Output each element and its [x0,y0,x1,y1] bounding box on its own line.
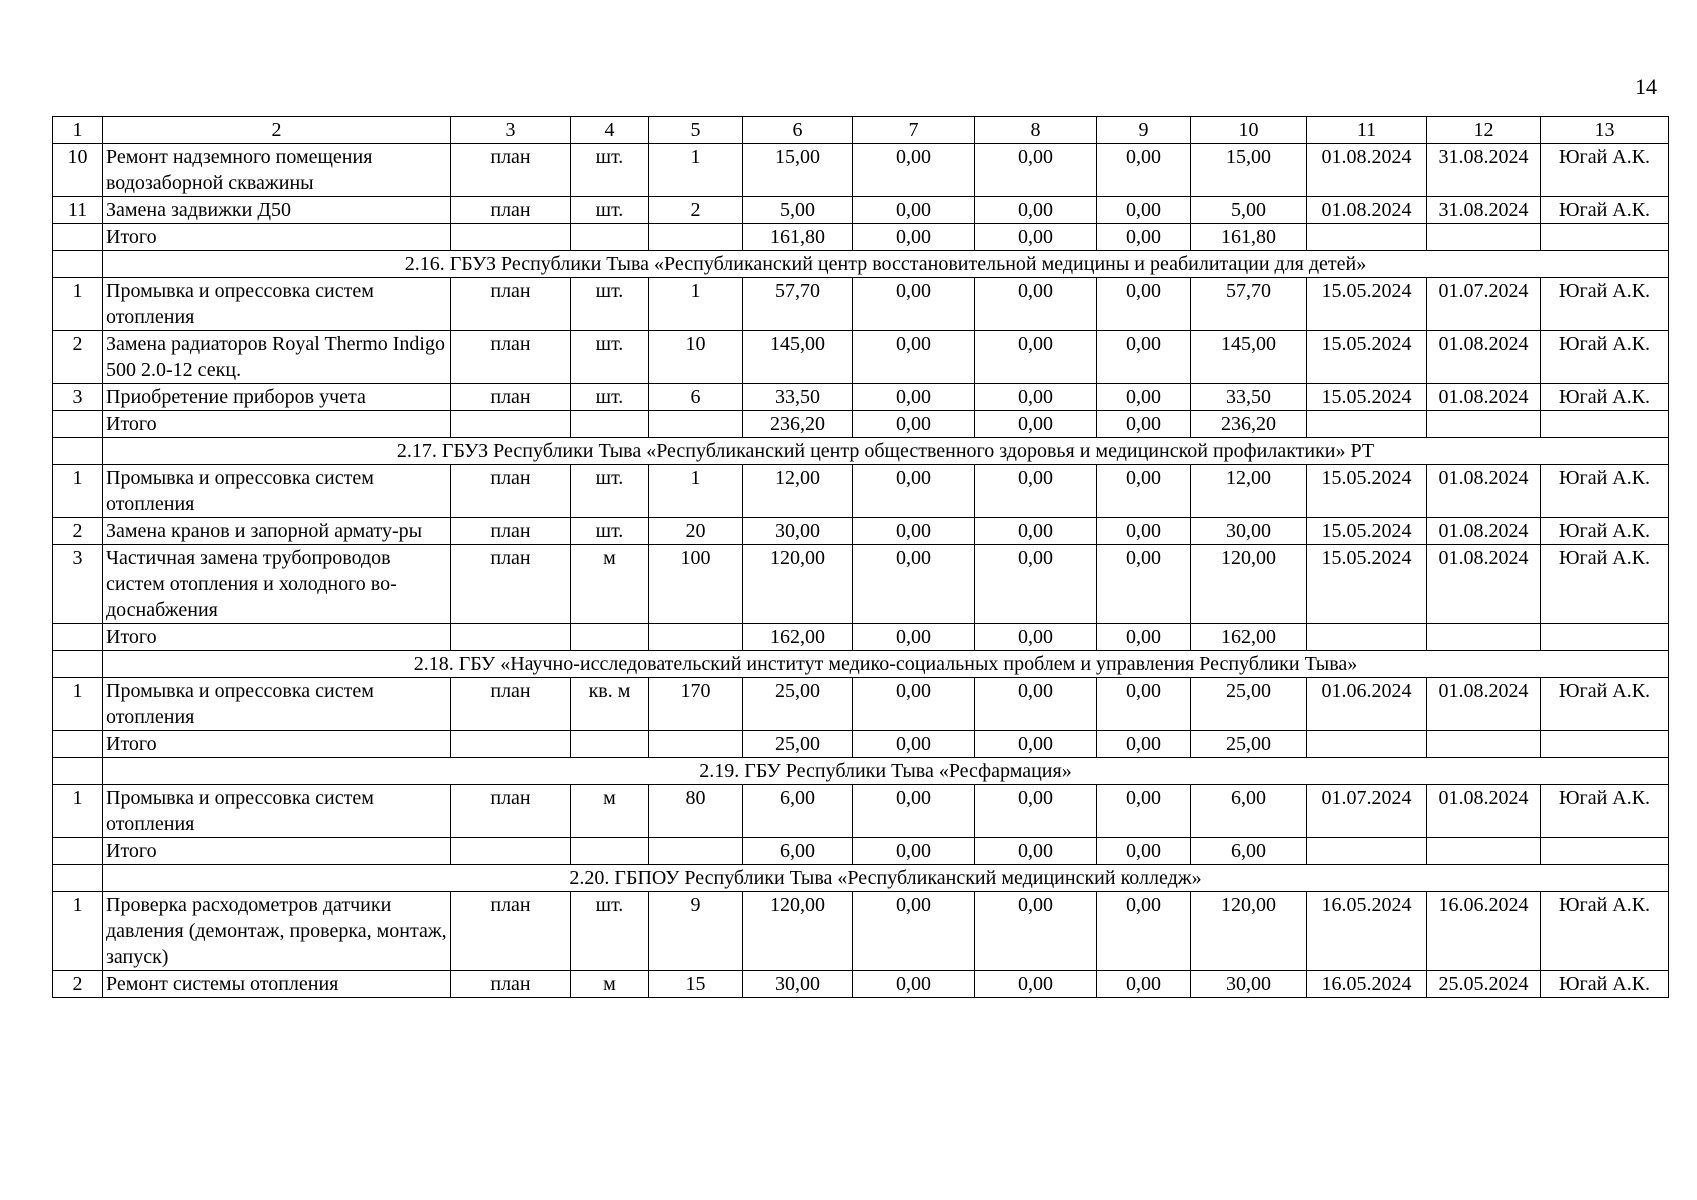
amount-total-cell: 5,00 [743,197,853,224]
unit-cell: шт. [571,331,649,384]
unit-cell [571,731,649,758]
quantity-cell: 1 [649,465,743,518]
amount-col7-cell: 0,00 [853,892,975,971]
amount-col7-cell: 0,00 [853,144,975,197]
plan-status-cell [451,224,571,251]
end-date-cell: 01.08.2024 [1427,785,1541,838]
start-date-cell: 15.05.2024 [1307,545,1427,624]
amount-col9-cell: 0,00 [1097,678,1191,731]
section-title: 2.18. ГБУ «Научно-исследовательский институт медико-социальных проблем и управления Республики Тыва» [103,651,1669,678]
amount-col7-cell: 0,00 [853,678,975,731]
section-row [53,865,1669,892]
amount-col9-cell: 0,00 [1097,224,1191,251]
amount-col9-cell: 0,00 [1097,278,1191,331]
responsible-cell: Югай А.К. [1541,144,1669,197]
section-row-number-cell [53,758,103,785]
work-name-cell: Итого [103,624,451,651]
plan-status-cell: план [451,971,571,998]
start-date-cell: 15.05.2024 [1307,331,1427,384]
quantity-cell [649,838,743,865]
column-number: 12 [1427,117,1541,144]
unit-cell: м [571,785,649,838]
amount-col8-cell: 0,00 [975,785,1097,838]
end-date-cell: 31.08.2024 [1427,197,1541,224]
column-number: 9 [1097,117,1191,144]
plan-status-cell [451,731,571,758]
amount-col9-cell: 0,00 [1097,384,1191,411]
start-date-cell: 15.05.2024 [1307,278,1427,331]
amount-col8-cell: 0,00 [975,838,1097,865]
plan-status-cell: план [451,384,571,411]
responsible-cell: Югай А.К. [1541,892,1669,971]
amount-col9-cell: 0,00 [1097,411,1191,438]
table-row [53,518,1669,545]
amount-col10-cell: 120,00 [1191,892,1307,971]
row-number-cell [53,731,103,758]
table-row [53,971,1669,998]
start-date-cell: 01.08.2024 [1307,197,1427,224]
amount-col9-cell: 0,00 [1097,731,1191,758]
amount-total-cell: 30,00 [743,971,853,998]
unit-cell [571,624,649,651]
section-row [53,251,1669,278]
responsible-cell [1541,838,1669,865]
plan-status-cell: план [451,144,571,197]
amount-col10-cell: 30,00 [1191,518,1307,545]
start-date-cell: 16.05.2024 [1307,971,1427,998]
amount-total-cell: 120,00 [743,545,853,624]
column-number: 13 [1541,117,1669,144]
amount-col10-cell: 120,00 [1191,545,1307,624]
amount-col10-cell: 6,00 [1191,785,1307,838]
plan-status-cell: план [451,278,571,331]
row-number-cell: 2 [53,518,103,545]
amount-col7-cell: 0,00 [853,331,975,384]
unit-cell [571,411,649,438]
work-name-cell: Промывка и опрессовка систем отопления [103,278,451,331]
amount-col7-cell: 0,00 [853,197,975,224]
work-name-cell: Частичная замена трубопроводов систем отопления и холодного во-доснабжения [103,545,451,624]
plan-status-cell [451,624,571,651]
responsible-cell [1541,224,1669,251]
start-date-cell: 15.05.2024 [1307,518,1427,545]
end-date-cell: 25.05.2024 [1427,971,1541,998]
amount-col10-cell: 25,00 [1191,731,1307,758]
section-title: 2.17. ГБУЗ Республики Тыва «Республиканский центр общественного здоровья и медицинской профилактики» РТ [103,438,1669,465]
quantity-cell: 15 [649,971,743,998]
amount-col10-cell: 15,00 [1191,144,1307,197]
section-title: 2.16. ГБУЗ Республики Тыва «Республиканский центр восстановительной медицины и реабилитации для детей» [103,251,1669,278]
plan-status-cell: план [451,678,571,731]
quantity-cell: 1 [649,144,743,197]
end-date-cell: 01.08.2024 [1427,465,1541,518]
section-row-number-cell [53,651,103,678]
quantity-cell [649,411,743,438]
amount-col7-cell: 0,00 [853,278,975,331]
amount-total-cell: 236,20 [743,411,853,438]
section-title: 2.19. ГБУ Республики Тыва «Ресфармация» [103,758,1669,785]
end-date-cell: 01.07.2024 [1427,278,1541,331]
work-name-cell: Промывка и опрессовка систем отопления [103,785,451,838]
responsible-cell: Югай А.К. [1541,785,1669,838]
total-row [53,411,1669,438]
amount-col8-cell: 0,00 [975,144,1097,197]
column-number: 1 [53,117,103,144]
start-date-cell: 01.08.2024 [1307,144,1427,197]
amount-col9-cell: 0,00 [1097,545,1191,624]
amount-total-cell: 25,00 [743,678,853,731]
plan-status-cell: план [451,465,571,518]
quantity-cell [649,224,743,251]
amount-col10-cell: 162,00 [1191,624,1307,651]
unit-cell: шт. [571,278,649,331]
row-number-cell: 3 [53,545,103,624]
start-date-cell: 15.05.2024 [1307,465,1427,518]
total-row [53,838,1669,865]
work-name-cell: Промывка и опрессовка систем отопления [103,465,451,518]
responsible-cell: Югай А.К. [1541,678,1669,731]
amount-col9-cell: 0,00 [1097,624,1191,651]
column-number: 7 [853,117,975,144]
quantity-cell [649,731,743,758]
amount-col8-cell: 0,00 [975,331,1097,384]
end-date-cell [1427,624,1541,651]
end-date-cell: 01.08.2024 [1427,545,1541,624]
quantity-cell: 9 [649,892,743,971]
quantity-cell: 10 [649,331,743,384]
amount-col7-cell: 0,00 [853,518,975,545]
amount-col8-cell: 0,00 [975,465,1097,518]
end-date-cell [1427,731,1541,758]
work-name-cell: Ремонт надземного помещения водозаборной скважины [103,144,451,197]
amount-total-cell: 12,00 [743,465,853,518]
amount-col10-cell: 33,50 [1191,384,1307,411]
amount-col9-cell: 0,00 [1097,838,1191,865]
quantity-cell: 170 [649,678,743,731]
unit-cell [571,224,649,251]
amount-col7-cell: 0,00 [853,465,975,518]
end-date-cell [1427,838,1541,865]
quantity-cell [649,624,743,651]
unit-cell: шт. [571,144,649,197]
unit-cell [571,838,649,865]
table-row [53,545,1669,624]
responsible-cell: Югай А.К. [1541,465,1669,518]
amount-col7-cell: 0,00 [853,624,975,651]
plan-status-cell [451,838,571,865]
column-number: 4 [571,117,649,144]
quantity-cell: 100 [649,545,743,624]
amount-total-cell: 120,00 [743,892,853,971]
amount-col9-cell: 0,00 [1097,465,1191,518]
row-number-cell: 10 [53,144,103,197]
unit-cell: кв. м [571,678,649,731]
row-number-cell [53,224,103,251]
responsible-cell: Югай А.К. [1541,384,1669,411]
unit-cell: м [571,971,649,998]
row-number-cell: 3 [53,384,103,411]
responsible-cell: Югай А.К. [1541,197,1669,224]
amount-col9-cell: 0,00 [1097,785,1191,838]
row-number-cell: 2 [53,971,103,998]
column-number: 5 [649,117,743,144]
row-number-cell [53,838,103,865]
amount-col7-cell: 0,00 [853,411,975,438]
start-date-cell [1307,731,1427,758]
amount-col8-cell: 0,00 [975,971,1097,998]
amount-col10-cell: 30,00 [1191,971,1307,998]
table-row [53,465,1669,518]
work-name-cell: Проверка расходометров датчики давления (демонтаж, проверка, монтаж, запуск) [103,892,451,971]
amount-col10-cell: 6,00 [1191,838,1307,865]
amount-total-cell: 25,00 [743,731,853,758]
amount-col9-cell: 0,00 [1097,144,1191,197]
amount-total-cell: 6,00 [743,785,853,838]
amount-col7-cell: 0,00 [853,224,975,251]
amount-total-cell: 30,00 [743,518,853,545]
work-name-cell: Приобретение приборов учета [103,384,451,411]
section-row-number-cell [53,251,103,278]
responsible-cell: Югай А.К. [1541,545,1669,624]
start-date-cell: 16.05.2024 [1307,892,1427,971]
row-number-cell: 2 [53,331,103,384]
row-number-cell: 1 [53,892,103,971]
section-row [53,438,1669,465]
table-row [53,785,1669,838]
total-row [53,731,1669,758]
section-row-number-cell [53,438,103,465]
unit-cell: шт. [571,465,649,518]
start-date-cell: 15.05.2024 [1307,384,1427,411]
unit-cell: шт. [571,892,649,971]
amount-col10-cell: 161,80 [1191,224,1307,251]
amount-col10-cell: 12,00 [1191,465,1307,518]
amount-total-cell: 145,00 [743,331,853,384]
responsible-cell: Югай А.К. [1541,971,1669,998]
responsible-cell [1541,624,1669,651]
start-date-cell: 01.06.2024 [1307,678,1427,731]
responsible-cell [1541,731,1669,758]
amount-total-cell: 33,50 [743,384,853,411]
amount-col7-cell: 0,00 [853,384,975,411]
quantity-cell: 6 [649,384,743,411]
responsible-cell: Югай А.К. [1541,518,1669,545]
work-plan-table [52,116,1669,998]
amount-col8-cell: 0,00 [975,678,1097,731]
column-number: 11 [1307,117,1427,144]
amount-col8-cell: 0,00 [975,197,1097,224]
amount-col10-cell: 57,70 [1191,278,1307,331]
quantity-cell: 1 [649,278,743,331]
section-row-number-cell [53,865,103,892]
amount-col9-cell: 0,00 [1097,892,1191,971]
column-number-row [53,117,1669,144]
amount-col9-cell: 0,00 [1097,971,1191,998]
amount-col9-cell: 0,00 [1097,518,1191,545]
end-date-cell: 31.08.2024 [1427,144,1541,197]
responsible-cell: Югай А.К. [1541,278,1669,331]
section-row [53,651,1669,678]
work-name-cell: Итого [103,838,451,865]
amount-col10-cell: 145,00 [1191,331,1307,384]
amount-col8-cell: 0,00 [975,278,1097,331]
start-date-cell [1307,838,1427,865]
work-name-cell: Промывка и опрессовка систем отопления [103,678,451,731]
page-number: 14 [1635,74,1657,99]
plan-status-cell: план [451,545,571,624]
amount-col8-cell: 0,00 [975,731,1097,758]
end-date-cell: 01.08.2024 [1427,331,1541,384]
end-date-cell: 01.08.2024 [1427,384,1541,411]
row-number-cell: 1 [53,785,103,838]
section-title: 2.20. ГБПОУ Республики Тыва «Республиканский медицинский колледж» [103,865,1669,892]
amount-col10-cell: 236,20 [1191,411,1307,438]
plan-status-cell: план [451,892,571,971]
work-name-cell: Замена кранов и запорной армату-ры [103,518,451,545]
amount-total-cell: 6,00 [743,838,853,865]
work-name-cell: Итого [103,411,451,438]
amount-col7-cell: 0,00 [853,838,975,865]
total-row [53,224,1669,251]
amount-total-cell: 57,70 [743,278,853,331]
table-row [53,892,1669,971]
amount-col8-cell: 0,00 [975,411,1097,438]
start-date-cell [1307,411,1427,438]
amount-col7-cell: 0,00 [853,785,975,838]
column-number: 10 [1191,117,1307,144]
end-date-cell: 16.06.2024 [1427,892,1541,971]
amount-col9-cell: 0,00 [1097,197,1191,224]
table-row [53,144,1669,197]
section-row [53,758,1669,785]
responsible-cell: Югай А.К. [1541,331,1669,384]
end-date-cell: 01.08.2024 [1427,678,1541,731]
column-number: 6 [743,117,853,144]
table-row [53,278,1669,331]
row-number-cell: 1 [53,465,103,518]
table-row [53,384,1669,411]
start-date-cell [1307,624,1427,651]
table-row [53,678,1669,731]
row-number-cell: 1 [53,278,103,331]
column-number: 8 [975,117,1097,144]
plan-status-cell: план [451,197,571,224]
start-date-cell [1307,224,1427,251]
amount-col8-cell: 0,00 [975,545,1097,624]
end-date-cell: 01.08.2024 [1427,518,1541,545]
table-row [53,331,1669,384]
end-date-cell [1427,411,1541,438]
unit-cell: шт. [571,384,649,411]
amount-col9-cell: 0,00 [1097,331,1191,384]
amount-col7-cell: 0,00 [853,971,975,998]
row-number-cell: 1 [53,678,103,731]
unit-cell: шт. [571,197,649,224]
unit-cell: м [571,545,649,624]
plan-status-cell: план [451,518,571,545]
amount-col10-cell: 25,00 [1191,678,1307,731]
column-number: 2 [103,117,451,144]
amount-col8-cell: 0,00 [975,892,1097,971]
responsible-cell [1541,411,1669,438]
amount-col8-cell: 0,00 [975,384,1097,411]
amount-col10-cell: 5,00 [1191,197,1307,224]
unit-cell: шт. [571,518,649,545]
work-name-cell: Ремонт системы отопления [103,971,451,998]
plan-status-cell [451,411,571,438]
work-name-cell: Итого [103,731,451,758]
total-row [53,624,1669,651]
amount-total-cell: 15,00 [743,144,853,197]
quantity-cell: 80 [649,785,743,838]
work-name-cell: Итого [103,224,451,251]
work-name-cell: Замена радиаторов Royal Thermo Indigo 500 2.0-12 секц. [103,331,451,384]
amount-col7-cell: 0,00 [853,731,975,758]
amount-col8-cell: 0,00 [975,624,1097,651]
table-row [53,197,1669,224]
start-date-cell: 01.07.2024 [1307,785,1427,838]
plan-status-cell: план [451,331,571,384]
plan-status-cell: план [451,785,571,838]
column-number: 3 [451,117,571,144]
end-date-cell [1427,224,1541,251]
quantity-cell: 2 [649,197,743,224]
amount-col8-cell: 0,00 [975,518,1097,545]
work-name-cell: Замена задвижки Д50 [103,197,451,224]
row-number-cell [53,411,103,438]
amount-total-cell: 161,80 [743,224,853,251]
row-number-cell: 11 [53,197,103,224]
table-body [53,117,1669,998]
quantity-cell: 20 [649,518,743,545]
row-number-cell [53,624,103,651]
amount-total-cell: 162,00 [743,624,853,651]
amount-col8-cell: 0,00 [975,224,1097,251]
amount-col7-cell: 0,00 [853,545,975,624]
